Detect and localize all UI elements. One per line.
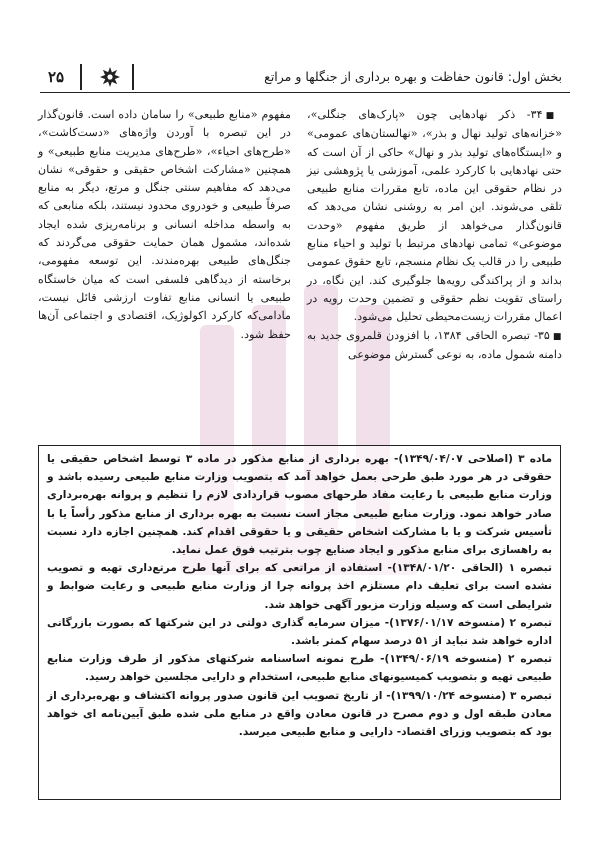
note-1: تبصره ۱ (الحاقی ۱۳۴۸/۰۱/۲۰)- استفاده از مراتعی که برای آنها طرح مرتع‌داری تهیه و تصویب نشده است برای تعلیف دام مستلزم اخذ پروانه چرا از وزارت منابع طبیعی و رعایت ضوابط و شرایطی است که وسیله وزارت مزبور آگهی خواهد شد. xyxy=(47,562,552,611)
note-3: تبصره ۳ (منسوخه ۱۳۹۹/۱۰/۲۴)- از تاریخ تصویب این قانون صدور پروانه اکتشاف و بهره‌برداری از معادن طبقه اول و دوم مصرح در قانون معادن واقع در منابع ملی شده طبق آیین‌نامه ای خواهد بود که بتصویب وزرای اقتصاد- دارایی و منابع طبیعی میرسد. xyxy=(47,689,553,739)
ornament-star-icon xyxy=(90,63,130,91)
paragraph-34 xyxy=(307,106,562,327)
header-divider-right xyxy=(132,64,134,90)
note-2-b: تبصره ۲ (منسوخه ۱۳۴۹/۰۶/۱۹)- طرح نمونه اساسنامه شرکتهای مذکور از طرف وزارت منابع طبیعی تهیه و بتصویب کمیسیونهای منابع طبیعی، استخدام و دارایی مجلسین خواهد رسید. xyxy=(47,653,552,684)
running-title: بخش اول: قانون حفاظت و بهره برداری از جنگلها و مراتع xyxy=(264,69,562,84)
right-column xyxy=(307,106,562,364)
square-bullet-icon: ■ xyxy=(545,111,562,121)
header-divider-left xyxy=(80,64,82,90)
left-column xyxy=(38,106,291,344)
paragraph-continuation: مفهوم «منابع طبیعی» را سامان داده است. قانون‌گذار در این تبصره با آوردن واژه‌های «دست‌کاشت»، «طرح‌های احیاء»، «طرح‌های مدیریت منابع طبیعی» و همچنین «مشارکت اشخاص حقیقی و حقوقی» نشان می‌دهد که مفاهیم سنتی جنگل و مرتع، دیگر به منابع صرفاً طبیعی و خودروی محدود نیستند، بلکه منابعی که به واسطه مداخله انسانی و برنامه‌ریزی شده ایجاد شده‌اند، مشمول همان حمایت حقوقی می‌گردند که جنگل‌های طبیعی بهره‌مندند. این توسعه مفهومی، برخاسته از دیدگاهی فلسفی است که میان خاستگاه طبیعی یا انسانی منابع تفاوت ارزشی قائل نیست، مادامی‌که کارکرد اکولوژیک، اقتصادی و اجتماعی آن‌ها حفظ شود. xyxy=(38,108,291,341)
paragraph-text: ۳۴- ذکر نهادهایی چون «پارک‌های جنگلی»، «خزانه‌های تولید نهال و بذر»، «نهالستان‌های عمومی» و «ایستگاه‌های تولید بذر و نهال» حاکی از آن است که حتی نهادهایی با کارکرد علمی، آموزشی یا پژوهشی نیز در نظام حقوقی این ماده، تابع مقررات منابع طبیعی تلقی می‌شوند. این امر به روشنی نشان می‌دهد که قانون‌گذار می‌خواهد از طریق مفهوم «وحدت موضوعی» تمامی نهادهای مرتبط با تولید و احیاء منابع طبیعی را در قالب یک نظام منسجم، تابع حقوق عمومی بداند و از پراکندگی رویه‌ها جلوگیری کند. این نگاه، در راستای تقویت نظم حقوقی و تضمین وحدت رویه در اعمال مقررات زیست‌محیطی تحلیل می‌شود. xyxy=(307,108,562,324)
paragraph-35 xyxy=(307,327,562,365)
paragraph-text: ۳۵- تبصره الحاقی ۱۳۸۴، با افزودن قلمروی جدید به دامنه شمول ماده، به نوعی گسترش موضوعی xyxy=(307,328,562,361)
page-number: ۲۵ xyxy=(48,68,65,86)
page-header xyxy=(40,62,570,93)
note-2-a: تبصره ۲ (منسوخه ۱۳۷۶/۰۱/۱۷)- میزان سرمایه گذاری دولتی در این شرکتها که بصورت بازرگانی اداره خواهد شد نباید از ۵۱ درصد سهام کمتر باشد. xyxy=(47,616,552,648)
article-3: ماده ۳ (اصلاحی ۱۳۴۹/۰۴/۰۷)- بهره برداری از منابع مذکور در ماده ۳ توسط اشخاص حقیقی یا حقوقی در هر مورد طبق طرحی بعمل خواهد آمد که بتصویب وزارت منابع طبیعی رسیده باشد و وزارت منابع طبیعی با رعایت مفاد طرحهای مصوب قراردادی لازم را تنظیم و پروانه بهره‌برداری صادر خواهد نمود. وزارت منابع طبیعی مجاز است نسبت به بهره برداری از منابع مذکور رأساً یا با تأسیس شرکت و یا با مشارکت اشخاص حقیقی و یا حقوقی اقدام کند. همچنین اجازه دارد نسبت به راهسازی برای منابع مذکور و ایجاد صنایع چوب بترتیب فوق عمل نماید. xyxy=(47,453,552,557)
legal-text-box xyxy=(38,445,561,800)
square-bullet-icon: ■ xyxy=(552,331,562,342)
